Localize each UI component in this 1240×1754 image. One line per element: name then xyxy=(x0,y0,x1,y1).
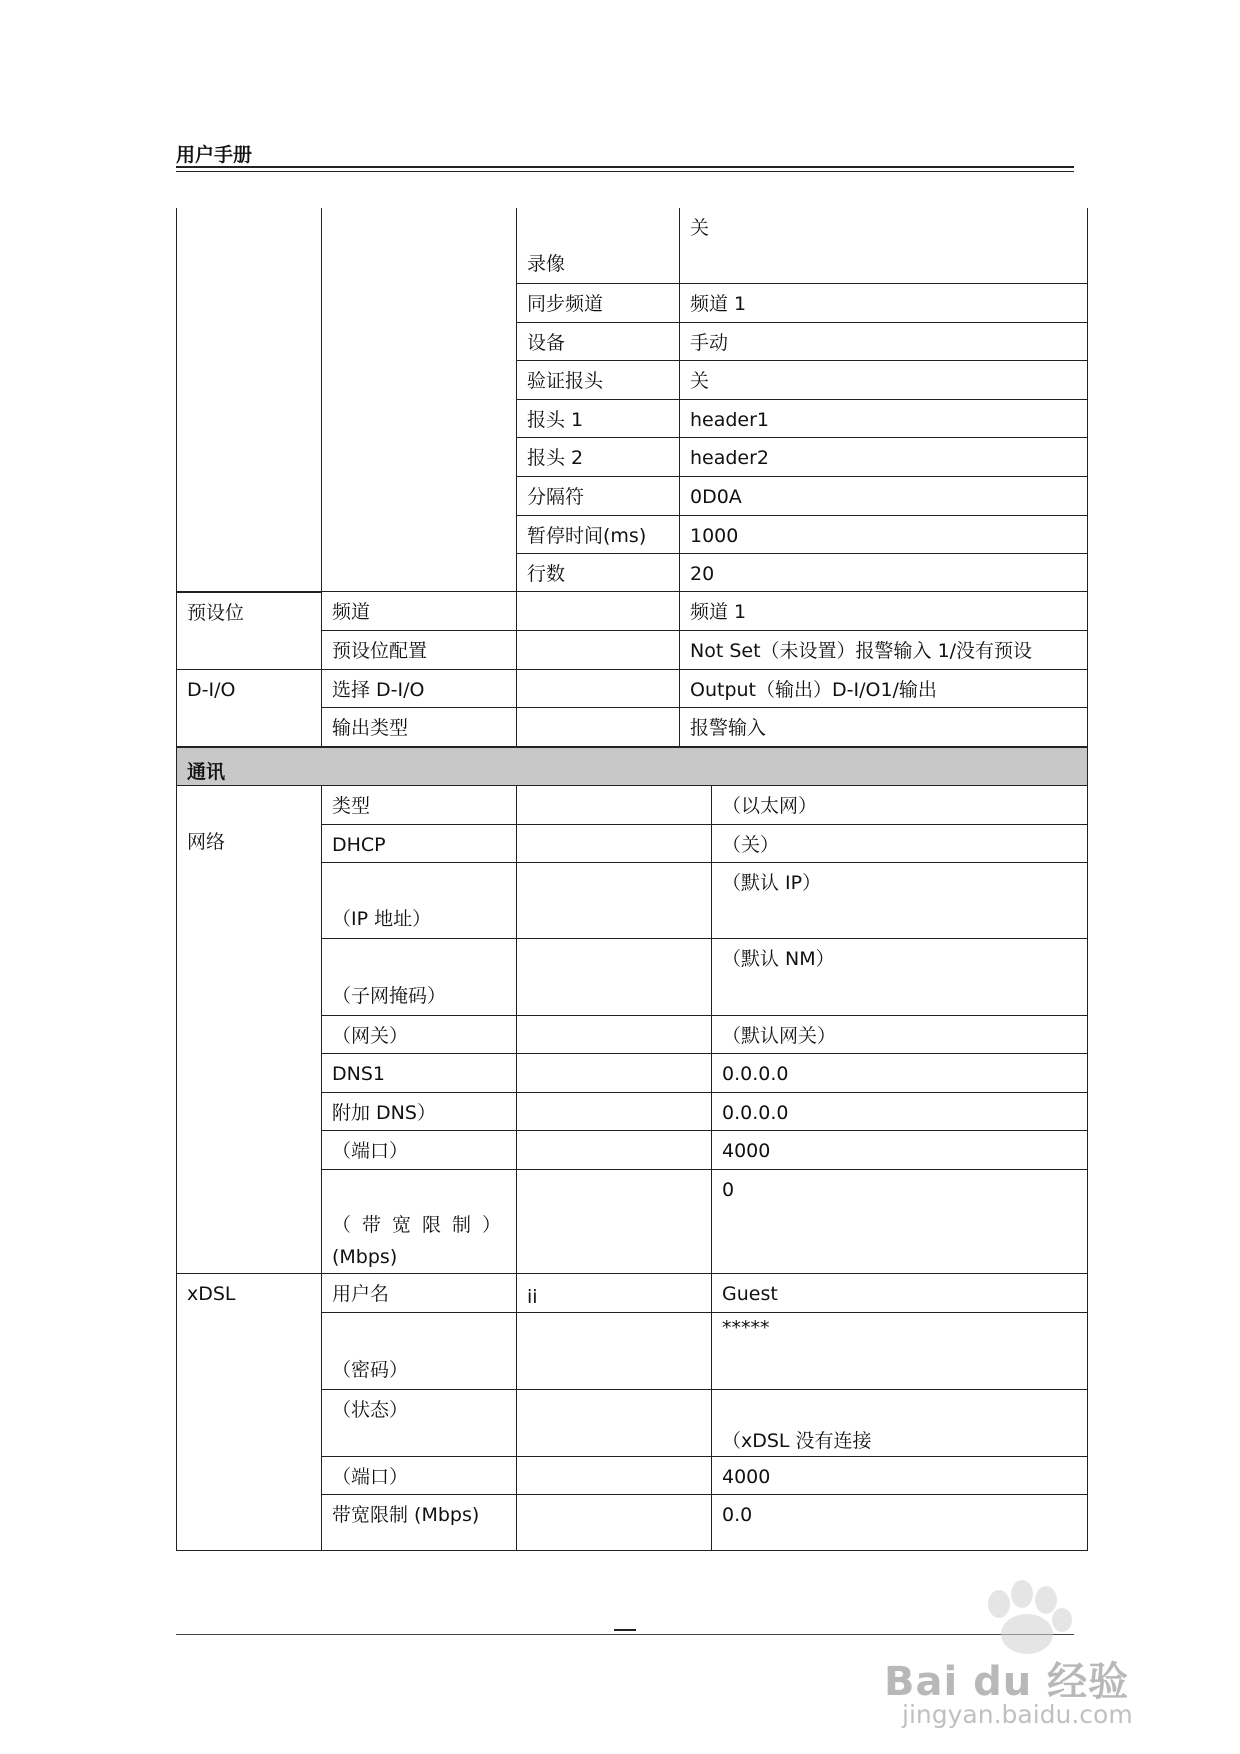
table-cell-value: 4000 xyxy=(712,1131,1088,1170)
table-cell-label: 分隔符 xyxy=(517,477,680,516)
table-cell-label: 带宽限制 (Mbps) xyxy=(322,1495,517,1551)
table-cell-value: 报警输入 xyxy=(680,708,1088,747)
table-cell-label: 预设位配置 xyxy=(322,631,517,670)
table-cell-value: header1 xyxy=(680,400,1088,438)
section-header-communication: 通讯 xyxy=(176,747,1088,786)
table-cell-value: 20 xyxy=(680,554,1088,592)
table-cell-empty xyxy=(517,939,712,1016)
table-cell-label: （IP 地址） xyxy=(322,863,517,939)
table-cell-empty xyxy=(517,592,680,631)
table-cell-empty xyxy=(517,1131,712,1170)
table-cell-value: （关） xyxy=(712,825,1088,863)
table-cell-value: （xDSL 没有连接 xyxy=(712,1390,1088,1457)
table-cell-value: 4000 xyxy=(712,1457,1088,1495)
table-cell-empty xyxy=(517,1016,712,1054)
table-cell-label: 附加 DNS） xyxy=(322,1093,517,1131)
table-cell-empty xyxy=(517,1170,712,1274)
continuation-sub-cell xyxy=(322,208,517,592)
table-cell-empty xyxy=(517,1495,712,1551)
table-cell-label: （端口） xyxy=(322,1457,517,1495)
table-cell-value: 0 xyxy=(712,1170,1088,1274)
table-cell-empty xyxy=(517,863,712,939)
table-cell-label: 报头 2 xyxy=(517,438,680,477)
table-cell-label-line2: (Mbps) xyxy=(332,1245,398,1268)
table-cell-empty xyxy=(517,1313,712,1390)
table-cell-value: 0D0A xyxy=(680,477,1088,516)
header-rule xyxy=(176,166,1074,168)
table-cell-label: 输出类型 xyxy=(322,708,517,747)
table-cell-label: （网关） xyxy=(322,1016,517,1054)
table-cell-empty xyxy=(517,1457,712,1495)
table-cell-label: 验证报头 xyxy=(517,361,680,400)
table-cell-label: 用户名 xyxy=(322,1274,517,1313)
table-cell-label: 设备 xyxy=(517,323,680,361)
header-rule-thin xyxy=(176,171,1074,172)
table-cell-label: 选择 D-I/O xyxy=(322,670,517,708)
table-cell-value: 频道 1 xyxy=(680,592,1088,631)
table-cell-value: Not Set（未设置）报警输入 1/没有预设 xyxy=(680,631,1088,670)
table-cell-empty xyxy=(517,1054,712,1093)
continuation-group-cell xyxy=(176,208,322,592)
page-title: 用户手册 xyxy=(176,144,253,166)
table-cell-label: （密码） xyxy=(322,1313,517,1390)
table-cell-label: （子网掩码） xyxy=(322,939,517,1016)
table-cell-label: （状态） xyxy=(322,1390,517,1457)
table-cell-empty xyxy=(517,825,712,863)
table-cell-value: 0.0.0.0 xyxy=(712,1054,1088,1093)
table-cell-value: 关 xyxy=(680,361,1088,400)
watermark-brand: Bai du 经验 xyxy=(884,1659,1130,1705)
table-cell-value: （以太网） xyxy=(712,786,1088,825)
table-cell-value: Guest xyxy=(712,1274,1088,1313)
table-cell-label: 暂停时间(ms) xyxy=(517,516,680,554)
table-cell-value: header2 xyxy=(680,438,1088,477)
table-cell-empty xyxy=(517,708,680,747)
table-cell-empty xyxy=(517,786,712,825)
table-cell-mid-text: ii xyxy=(527,1286,538,1308)
table-cell-value: ***** xyxy=(712,1313,1088,1390)
table-cell-empty xyxy=(517,670,680,708)
table-group-label: D-I/O xyxy=(176,670,322,747)
table-cell-value: 0.0.0.0 xyxy=(712,1093,1088,1131)
network-group-label: 网络 xyxy=(187,831,226,853)
table-cell-value: 手动 xyxy=(680,323,1088,361)
table-cell-value: 关 xyxy=(680,208,1088,284)
table-cell-value: Output（输出）D-I/O1/输出 xyxy=(680,670,1088,708)
table-cell-value: 1000 xyxy=(680,516,1088,554)
table-cell-label: （端口） xyxy=(322,1131,517,1170)
footer-mark xyxy=(614,1629,636,1631)
table-cell-label: 录像 xyxy=(517,208,680,284)
table-cell-value: （默认 IP） xyxy=(712,863,1088,939)
table-cell-value: （默认网关） xyxy=(712,1016,1088,1054)
table-cell-label-line1: （带宽限制） xyxy=(332,1214,513,1236)
table-cell-label: 频道 xyxy=(322,592,517,631)
table-cell-label-multiline xyxy=(322,1170,517,1274)
table-cell-label: DHCP xyxy=(322,825,517,863)
table-cell-label: 行数 xyxy=(517,554,680,592)
table-cell-label: DNS1 xyxy=(322,1054,517,1093)
table-cell-empty xyxy=(517,631,680,670)
table-cell-label: 同步频道 xyxy=(517,284,680,323)
table-cell-value: 0.0 xyxy=(712,1495,1088,1551)
table-cell-label: 类型 xyxy=(322,786,517,825)
table-cell-empty xyxy=(517,1093,712,1131)
table-cell-label: 报头 1 xyxy=(517,400,680,438)
table-group-label: 预设位 xyxy=(176,592,322,670)
table-group-label xyxy=(176,786,322,1274)
watermark-url: jingyan.baidu.com xyxy=(902,1700,1133,1729)
table-cell-value: （默认 NM） xyxy=(712,939,1088,1016)
table-cell-empty xyxy=(517,1390,712,1457)
table-cell-value: 频道 1 xyxy=(680,284,1088,323)
table-group-label: xDSL xyxy=(176,1274,322,1551)
table-cell-mid xyxy=(517,1274,712,1313)
